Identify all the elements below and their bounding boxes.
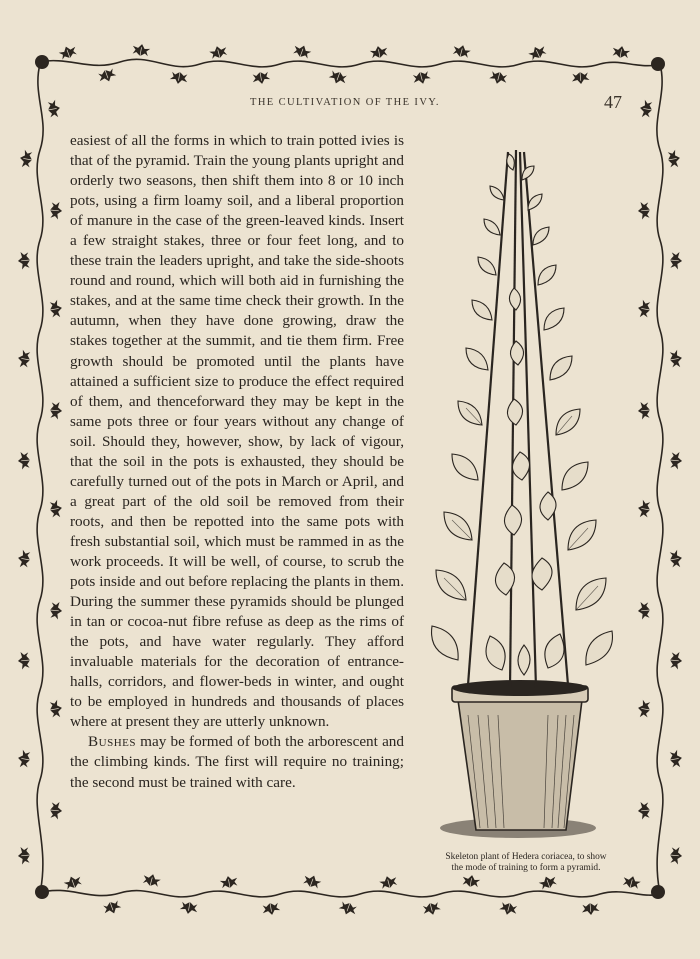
bushes-lead-word: Bushes	[88, 733, 136, 751]
ivy-pyramid-illustration	[418, 140, 633, 850]
bushes-text: may be formed of both the arborescent and the climbing kinds. The first will require no training; the second must be trained with care.	[70, 733, 404, 791]
figure-caption	[410, 852, 642, 874]
running-head: THE CULTIVATION OF THE IVY.	[250, 97, 440, 108]
paragraph-bushes	[70, 732, 404, 792]
page-number: 47	[604, 92, 622, 112]
caption-line-1: Skeleton plant of Hedera coriacea, to show	[445, 852, 607, 862]
caption-line-2: the mode of training to form a pyramid.	[451, 863, 601, 873]
paragraph-pyramid: easiest of all the forms in which to train potted ivies is that of the pyramid. Train the young plants upright and orderly two seasons, then shift them into 8 or 10 inch pots, using a firm loamy soil, and a liberal proportion of manure in the case of the green-leaved kinds. Insert a few straight stakes, three or four feet long, and to these train the leaders upright, and take the side-shoots round and round, which will both aid in furnishing the stakes, and at the same time check their growth. In the autumn, when they have done growing, draw the stakes together at the summit, and tie them firm. Free growth should be promoted until the plants have attained a sufficient size to produce the effect required of them, and thenceforward they may be kept in the same pots three or four years without any change of soil. Should they, however, show, by lack of vigour, that the soil in the pots is exhausted, they should be carefully turned out of the pots in March or April, and a great part of the old soil be removed from their roots, and then be repotted into the same pots with fresh substantial soil, which must be rammed in as the work proceeds. It will be well, of course, to scrub the pots inside and out before replacing the plants in them. During the summer these pyramids should be plunged in tan or cocoa-nut fibre refuse as deep as the rims of the pots, and have water regularly. They afford invaluable materials for the decoration of entrance-halls, corridors, and flower-beds in winter, and ought to be employed in hundreds and thousands of places where at present they are utterly unknown.	[70, 132, 404, 731]
body-text	[70, 131, 404, 793]
